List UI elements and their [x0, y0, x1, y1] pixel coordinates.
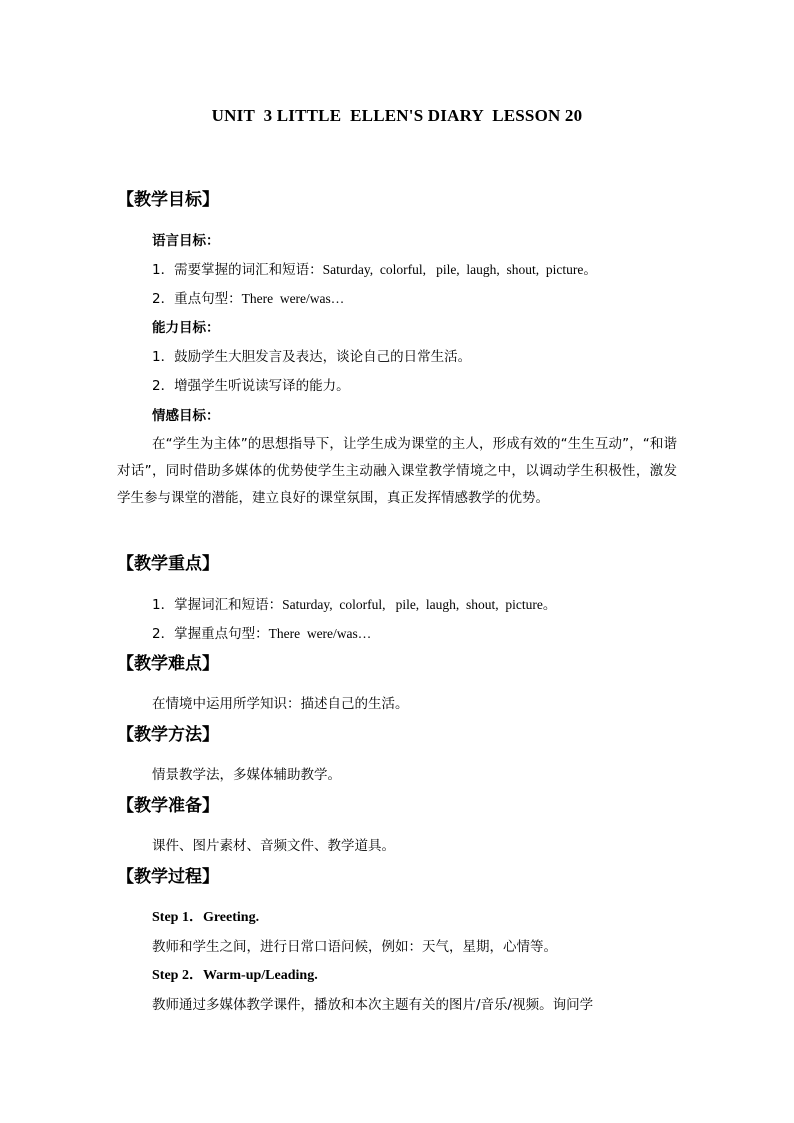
key-point-item-1	[152, 596, 556, 614]
emotion-goal-paragraph: 在“学生为主体”的思想指导下，让学生成为课堂的主人，形成有效的“生生互动”，“和谐对话”，同时借助多媒体的优势使学生主动融入课堂教学情境之中，以调动学生积极性，激发学生参与课堂的潜能，建立良好的课堂氛围，真正发挥情感教学的优势。	[117, 436, 677, 506]
section-heading-key-points: 【教学重点】	[117, 554, 219, 574]
preparation-text: 课件、图片素材、音频文件、教学道具。	[152, 838, 395, 854]
section-heading-process: 【教学过程】	[117, 867, 219, 887]
difficulties-text: 在情境中运用所学知识：描述自己的生活。	[152, 696, 409, 712]
key-point-item-1-words: Saturday, colorful, pile, laugh, shout, picture	[282, 597, 543, 612]
language-goal-item-1-words: Saturday, colorful, pile, laugh, shout, picture	[322, 262, 584, 277]
methods-text: 情景教学法，多媒体辅助教学。	[152, 767, 341, 783]
section-heading-methods: 【教学方法】	[117, 725, 219, 745]
section-heading-difficulties: 【教学难点】	[117, 654, 219, 674]
document-title: UNIT 3 LITTLE ELLEN'S DIARY LESSON 20	[211, 106, 583, 125]
key-point-item-2	[152, 625, 371, 643]
ability-goal-item-1: 1．鼓励学生大胆发言及表达，谈论自己的日常生活。	[152, 349, 472, 365]
language-goal-item-1-end: 。	[583, 262, 597, 278]
step-2-text: 教师通过多媒体教学课件，播放和本次主题有关的图片/音乐/视频。询问学	[152, 997, 594, 1013]
key-point-item-1-end: 。	[542, 597, 557, 613]
subheading-language-goals: 语言目标：	[152, 233, 220, 249]
key-point-item-2-words: There were/was…	[268, 626, 372, 641]
subheading-ability-goals: 能力目标：	[152, 320, 220, 336]
step-1-text: 教师和学生之间，进行日常口语问候，例如：天气，星期，心情等。	[152, 939, 557, 955]
section-heading-goals: 【教学目标】	[117, 190, 219, 210]
key-point-item-1-prefix: 1．掌握词汇和短语：	[152, 597, 283, 613]
language-goal-item-2-words: There were/was…	[241, 291, 345, 306]
section-heading-preparation: 【教学准备】	[117, 796, 219, 816]
language-goal-item-1	[152, 261, 597, 279]
key-point-item-2-prefix: 2．掌握重点句型：	[152, 626, 269, 642]
language-goal-item-2-prefix: 2．重点句型：	[152, 291, 242, 307]
subheading-emotion-goals: 情感目标：	[152, 408, 220, 424]
ability-goal-item-2: 2．增强学生听说读写译的能力。	[152, 378, 350, 394]
language-goal-item-1-prefix: 1．需要掌握的词汇和短语：	[152, 262, 323, 278]
language-goal-item-2	[152, 290, 344, 308]
step-1-title: Step 1．Greeting.	[152, 910, 260, 925]
step-2-title: Step 2．Warm-up/Leading.	[152, 968, 318, 983]
